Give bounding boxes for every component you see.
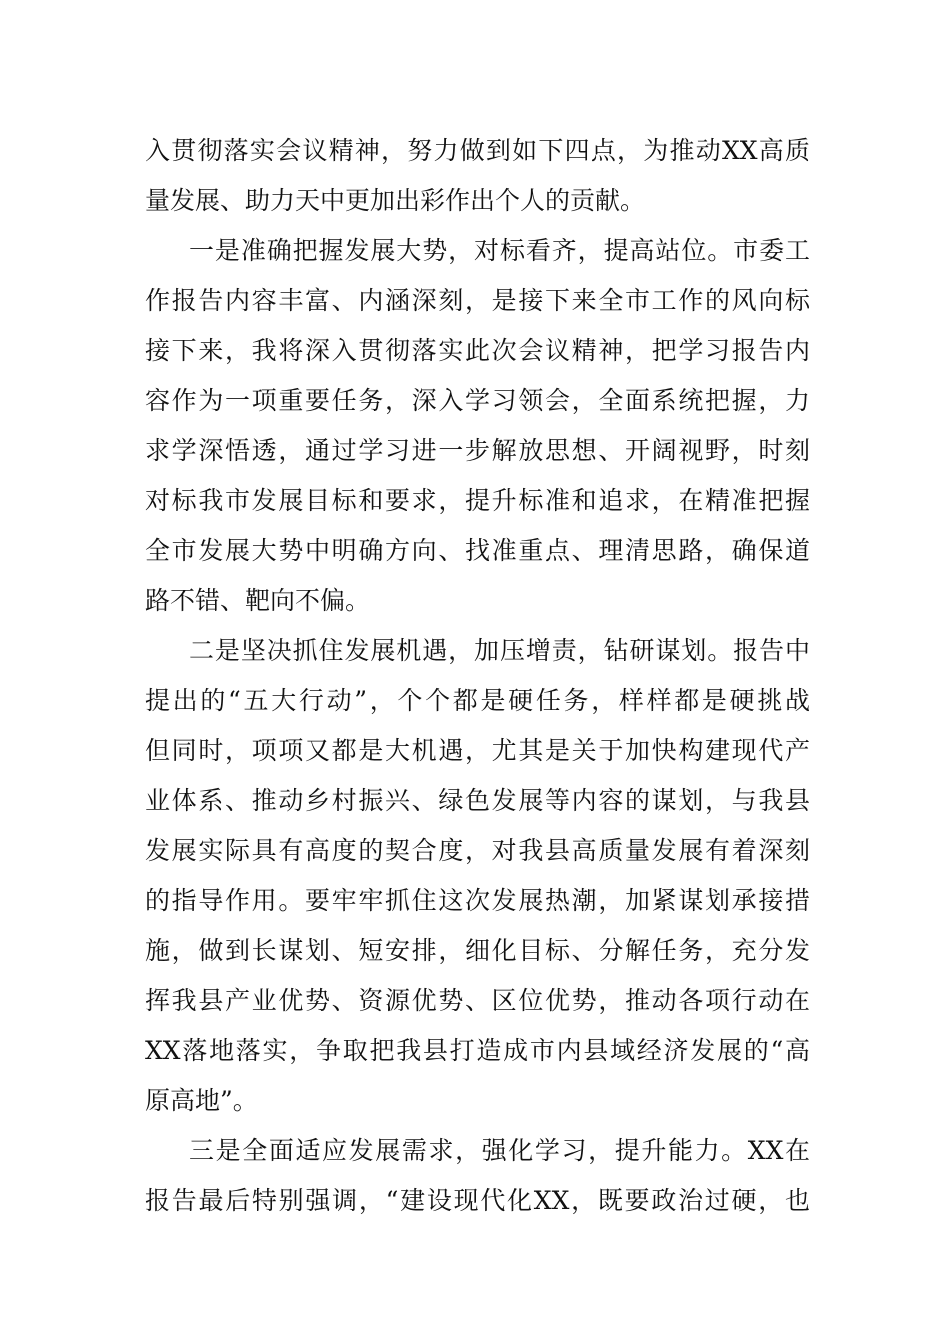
text-line: 求学深悟透，通过学习进一步解放思想、开阔视野，时刻 <box>145 436 810 465</box>
text-line: 的指导作用。要牢牢抓住这次发展热潮，加紧谋划承接措 <box>145 886 810 915</box>
text-line: 接下来，我将深入贯彻落实此次会议精神，把学习报告内 <box>145 336 810 365</box>
text-line: 全市发展大势中明确方向、找准重点、理清思路，确保道 <box>145 536 810 565</box>
text-line: 量发展、助力天中更加出彩作出个人的贡献。 <box>145 186 646 215</box>
text-line: 发展实际具有高度的契合度，对我县高质量发展有着深刻 <box>145 836 810 865</box>
text-line: 提出的“五大行动”，个个都是硬任务，样样都是硬挑战 <box>145 686 810 715</box>
text-line: 挥我县产业优势、资源优势、区位优势，推动各项行动在 <box>145 986 810 1015</box>
text-line: 业体系、推动乡村振兴、绿色发展等内容的谋划，与我县 <box>145 786 810 815</box>
text-line: 但同时，项项又都是大机遇，尤其是关于加快构建现代产 <box>145 736 810 765</box>
text-line: 三是全面适应发展需求，强化学习，提升能力。XX在 <box>189 1136 810 1165</box>
document-body <box>145 126 810 1226</box>
text-line: 对标我市发展目标和要求，提升标准和追求，在精准把握 <box>145 486 810 515</box>
text-line: 容作为一项重要任务，深入学习领会，全面系统把握，力 <box>145 386 810 415</box>
text-line: 二是坚决抓住发展机遇，加压增责，钻研谋划。报告中 <box>189 636 810 665</box>
text-line: 施，做到长谋划、短安排，细化目标、分解任务，充分发 <box>145 936 810 965</box>
text-line: 入贯彻落实会议精神，努力做到如下四点，为推动XX高质 <box>145 136 810 165</box>
text-line: 一是准确把握发展大势，对标看齐，提高站位。市委工 <box>189 236 810 265</box>
text-line: 路不错、靶向不偏。 <box>145 586 371 615</box>
text-line: 作报告内容丰富、内涵深刻，是接下来全市工作的风向标 <box>145 286 810 315</box>
text-line: XX落地落实，争取把我县打造成市内县域经济发展的“高 <box>145 1036 810 1065</box>
text-line: 原高地”。 <box>145 1086 258 1115</box>
text-line: 报告最后特别强调，“建设现代化XX，既要政治过硬，也 <box>145 1186 810 1215</box>
